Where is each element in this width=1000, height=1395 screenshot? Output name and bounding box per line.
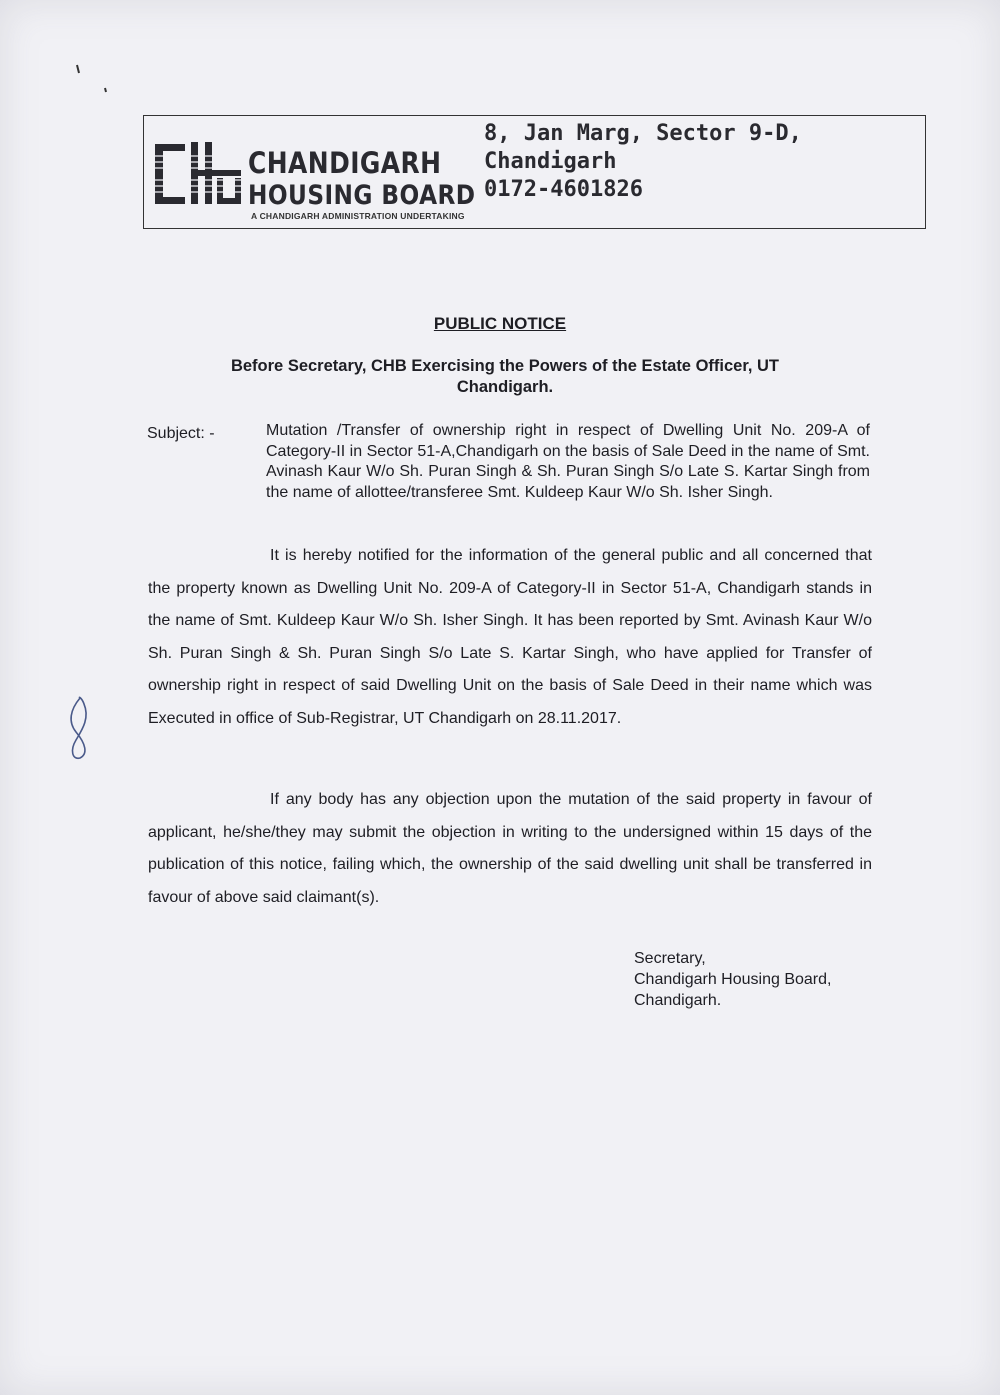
signature-city: Chandigarh. — [634, 992, 722, 1009]
signature-block — [634, 948, 831, 1011]
address-line1: 8, Jan Marg, Sector 9-D, — [484, 121, 802, 146]
org-name-line1: CHANDIGARH — [248, 146, 442, 180]
letterhead-box — [143, 115, 926, 229]
scan-speck — [72, 62, 112, 98]
notice-subtitle-line2: Chandigarh. — [456, 378, 554, 396]
notice-title: PUBLIC NOTICE — [433, 314, 567, 333]
phone-number: 0172-4601826 — [484, 177, 643, 202]
subject-label: Subject: - — [147, 425, 215, 442]
org-tagline: A CHANDIGARH ADMINISTRATION UNDERTAKING — [251, 211, 465, 221]
notice-paragraph-1: It is hereby notified for the information of the general public and all concerned that the property known as Dwelling Unit No. 209-A of Category-II in Sector 51-A, Chandigarh stands in the name of Smt. Kuldeep Kaur W/o Sh. Isher Singh. It has been reported by Smt. Avinash Kaur W/o Sh. Puran Singh & Sh. Puran Singh S/o Late S. Kartar Singh, who have applied for Transfer of ownership right in respect of said Dwelling Unit on the basis of Sale Deed in their name which was Executed in office of Sub-Registrar, UT Chandigarh on 28.11.2017. — [148, 547, 872, 727]
signature-organization: Chandigarh Housing Board, — [634, 971, 832, 988]
org-name-line2: HOUSING BOARD — [248, 180, 476, 211]
notice-subtitle-line1: Before Secretary, CHB Exercising the Powers of the Estate Officer, UT — [230, 357, 780, 375]
chb-logo-icon — [155, 142, 241, 206]
address-line2: Chandigarh — [484, 149, 617, 174]
signature-title: Secretary, — [634, 950, 706, 967]
notice-paragraph-2: If any body has any objection upon the mutation of the said property in favour of applicant, he/she/they may submit the objection in writing to the undersigned within 15 days of the publication of this notice, failing which, the ownership of the said dwelling unit shall be transferred in favour of above said claimant(s). — [148, 791, 872, 906]
handwritten-pen-mark — [60, 692, 100, 764]
notice-subtitle — [180, 356, 830, 398]
subject-text: Mutation /Transfer of ownership right in respect of Dwelling Unit No. 209-A of Category-II in Sector 51-A,Chandigarh on the basis of Sale Deed in the name of Smt. Avinash Kaur W/o Sh. Puran Singh & Sh. Puran Singh S/o Late S. Kartar Singh from the name of allottee/transferee Smt. Kuldeep Kaur W/o Sh. Isher Singh. — [266, 422, 870, 501]
